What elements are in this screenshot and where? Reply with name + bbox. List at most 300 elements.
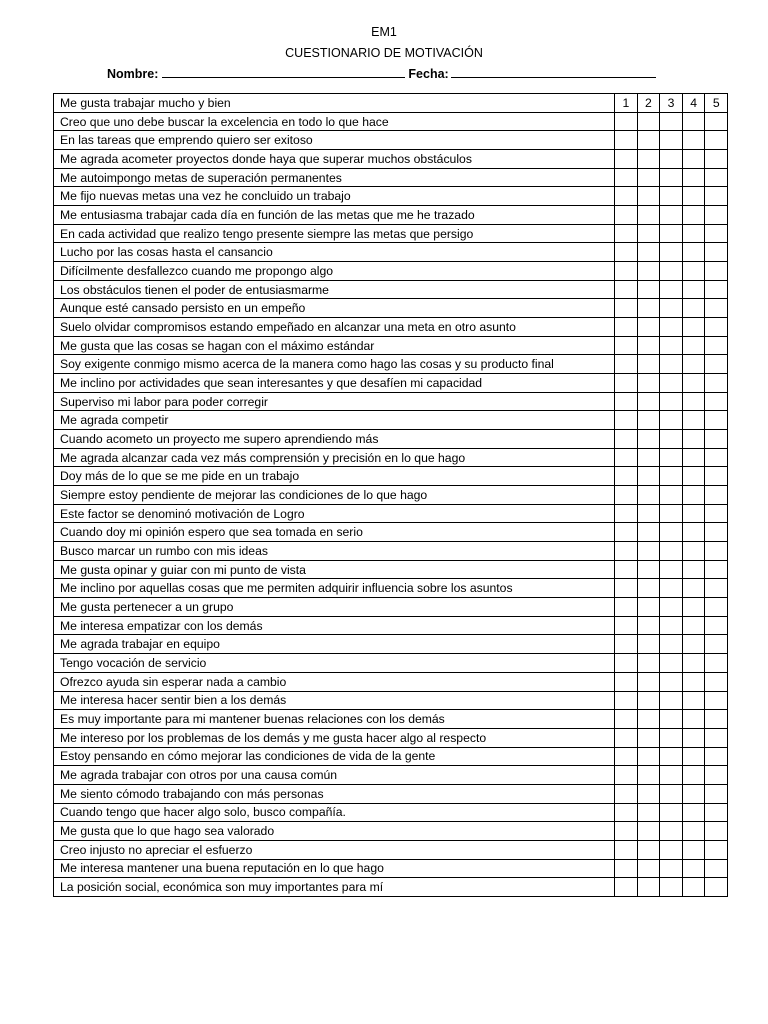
question-row bbox=[54, 131, 728, 150]
rating-cell-5[interactable] bbox=[705, 336, 728, 355]
question-row bbox=[54, 672, 728, 691]
rating-cell-4[interactable] bbox=[682, 691, 705, 710]
rating-cell-2[interactable] bbox=[637, 430, 660, 449]
rating-cell-5[interactable] bbox=[705, 672, 728, 691]
rating-cell-3[interactable] bbox=[660, 318, 683, 337]
rating-cell-2[interactable] bbox=[637, 224, 660, 243]
rating-cell-3[interactable] bbox=[660, 747, 683, 766]
rating-cell-2[interactable] bbox=[637, 392, 660, 411]
scale-header-4: 4 bbox=[682, 94, 705, 113]
rating-cell-2[interactable] bbox=[637, 710, 660, 729]
rating-cell-2[interactable] bbox=[637, 672, 660, 691]
rating-cell-5[interactable] bbox=[705, 318, 728, 337]
rating-cell-3[interactable] bbox=[660, 560, 683, 579]
rating-cell-5[interactable] bbox=[705, 822, 728, 841]
rating-cell-2[interactable] bbox=[637, 840, 660, 859]
rating-cell-3[interactable] bbox=[660, 822, 683, 841]
rating-cell-3[interactable] bbox=[660, 224, 683, 243]
rating-cell-1[interactable] bbox=[615, 598, 638, 617]
question-row bbox=[54, 710, 728, 729]
rating-cell-2[interactable] bbox=[637, 579, 660, 598]
rating-cell-2[interactable] bbox=[637, 691, 660, 710]
rating-cell-3[interactable] bbox=[660, 448, 683, 467]
rating-cell-5[interactable] bbox=[705, 280, 728, 299]
rating-cell-2[interactable] bbox=[637, 318, 660, 337]
rating-cell-2[interactable] bbox=[637, 784, 660, 803]
rating-cell-4[interactable] bbox=[682, 355, 705, 374]
rating-cell-4[interactable] bbox=[682, 262, 705, 281]
rating-cell-1[interactable] bbox=[615, 280, 638, 299]
question-row bbox=[54, 654, 728, 673]
question-row bbox=[54, 859, 728, 878]
question-text: Difícilmente desfallezco cuando me propongo algo bbox=[54, 262, 615, 281]
rating-cell-5[interactable] bbox=[705, 747, 728, 766]
rating-cell-5[interactable] bbox=[705, 728, 728, 747]
rating-cell-1[interactable] bbox=[615, 150, 638, 169]
question-text: Me entusiasma trabajar cada día en función de las metas que me he trazado bbox=[54, 206, 615, 225]
rating-cell-3[interactable] bbox=[660, 411, 683, 430]
rating-cell-2[interactable] bbox=[637, 168, 660, 187]
rating-cell-2[interactable] bbox=[637, 598, 660, 617]
rating-cell-5[interactable] bbox=[705, 355, 728, 374]
rating-cell-3[interactable] bbox=[660, 299, 683, 318]
question-row bbox=[54, 280, 728, 299]
rating-cell-4[interactable] bbox=[682, 112, 705, 131]
rating-cell-1[interactable] bbox=[615, 224, 638, 243]
question-text: Me agrada trabajar en equipo bbox=[54, 635, 615, 654]
question-text: Me agrada competir bbox=[54, 411, 615, 430]
rating-cell-3[interactable] bbox=[660, 859, 683, 878]
question-row bbox=[54, 840, 728, 859]
question-row bbox=[54, 784, 728, 803]
question-row bbox=[54, 691, 728, 710]
rating-cell-1[interactable] bbox=[615, 654, 638, 673]
question-row bbox=[54, 374, 728, 393]
rating-cell-4[interactable] bbox=[682, 299, 705, 318]
rating-cell-1[interactable] bbox=[615, 691, 638, 710]
rating-cell-3[interactable] bbox=[660, 168, 683, 187]
rating-cell-2[interactable] bbox=[637, 523, 660, 542]
rating-cell-2[interactable] bbox=[637, 467, 660, 486]
rating-cell-1[interactable] bbox=[615, 299, 638, 318]
date-field[interactable] bbox=[451, 64, 656, 78]
rating-cell-3[interactable] bbox=[660, 336, 683, 355]
question-text: Estoy pensando en cómo mejorar las condiciones de vida de la gente bbox=[54, 747, 615, 766]
rating-cell-2[interactable] bbox=[637, 878, 660, 897]
rating-cell-3[interactable] bbox=[660, 430, 683, 449]
rating-cell-4[interactable] bbox=[682, 840, 705, 859]
rating-cell-4[interactable] bbox=[682, 560, 705, 579]
rating-cell-2[interactable] bbox=[637, 635, 660, 654]
question-row bbox=[54, 448, 728, 467]
rating-cell-4[interactable] bbox=[682, 206, 705, 225]
question-row bbox=[54, 504, 728, 523]
rating-cell-5[interactable] bbox=[705, 710, 728, 729]
rating-cell-3[interactable] bbox=[660, 616, 683, 635]
rating-cell-4[interactable] bbox=[682, 168, 705, 187]
rating-cell-2[interactable] bbox=[637, 747, 660, 766]
rating-cell-5[interactable] bbox=[705, 112, 728, 131]
rating-cell-1[interactable] bbox=[615, 411, 638, 430]
question-row bbox=[54, 467, 728, 486]
rating-cell-4[interactable] bbox=[682, 131, 705, 150]
rating-cell-1[interactable] bbox=[615, 766, 638, 785]
question-row bbox=[54, 411, 728, 430]
rating-cell-4[interactable] bbox=[682, 579, 705, 598]
rating-cell-2[interactable] bbox=[637, 206, 660, 225]
rating-cell-2[interactable] bbox=[637, 187, 660, 206]
rating-cell-2[interactable] bbox=[637, 654, 660, 673]
rating-cell-3[interactable] bbox=[660, 504, 683, 523]
rating-cell-3[interactable] bbox=[660, 374, 683, 393]
rating-cell-3[interactable] bbox=[660, 784, 683, 803]
rating-cell-2[interactable] bbox=[637, 374, 660, 393]
question-text: Me interesa empatizar con los demás bbox=[54, 616, 615, 635]
rating-cell-4[interactable] bbox=[682, 243, 705, 262]
question-text: Me interesa hacer sentir bien a los demás bbox=[54, 691, 615, 710]
rating-cell-3[interactable] bbox=[660, 523, 683, 542]
rating-cell-1[interactable] bbox=[615, 542, 638, 561]
form-title: CUESTIONARIO DE MOTIVACIÓN bbox=[285, 46, 483, 60]
rating-cell-2[interactable] bbox=[637, 131, 660, 150]
rating-cell-2[interactable] bbox=[637, 448, 660, 467]
rating-cell-5[interactable] bbox=[705, 878, 728, 897]
name-field[interactable] bbox=[162, 64, 405, 78]
rating-cell-5[interactable] bbox=[705, 131, 728, 150]
question-text: Me inclino por actividades que sean interesantes y que desafíen mi capacidad bbox=[54, 374, 615, 393]
rating-cell-4[interactable] bbox=[682, 616, 705, 635]
rating-cell-1[interactable] bbox=[615, 747, 638, 766]
rating-cell-1[interactable] bbox=[615, 392, 638, 411]
question-row bbox=[54, 616, 728, 635]
rating-cell-5[interactable] bbox=[705, 392, 728, 411]
question-row bbox=[54, 187, 728, 206]
rating-cell-3[interactable] bbox=[660, 187, 683, 206]
question-row bbox=[54, 168, 728, 187]
rating-cell-5[interactable] bbox=[705, 486, 728, 505]
question-text: Me gusta que lo que hago sea valorado bbox=[54, 822, 615, 841]
rating-cell-3[interactable] bbox=[660, 691, 683, 710]
rating-cell-4[interactable] bbox=[682, 803, 705, 822]
name-label: Nombre: bbox=[107, 67, 159, 81]
question-text: Me intereso por los problemas de los demás y me gusta hacer algo al respecto bbox=[54, 728, 615, 747]
question-text: Me agrada trabajar con otros por una causa común bbox=[54, 766, 615, 785]
question-row bbox=[54, 560, 728, 579]
rating-cell-2[interactable] bbox=[637, 243, 660, 262]
rating-cell-4[interactable] bbox=[682, 411, 705, 430]
rating-cell-2[interactable] bbox=[637, 112, 660, 131]
rating-cell-2[interactable] bbox=[637, 560, 660, 579]
rating-cell-5[interactable] bbox=[705, 598, 728, 617]
rating-cell-1[interactable] bbox=[615, 430, 638, 449]
rating-cell-4[interactable] bbox=[682, 635, 705, 654]
question-text: Me gusta trabajar mucho y bien bbox=[54, 94, 615, 113]
question-row bbox=[54, 766, 728, 785]
question-row bbox=[54, 112, 728, 131]
rating-cell-2[interactable] bbox=[637, 336, 660, 355]
rating-cell-1[interactable] bbox=[615, 728, 638, 747]
question-text: Me interesa mantener una buena reputación en lo que hago bbox=[54, 859, 615, 878]
rating-cell-4[interactable] bbox=[682, 448, 705, 467]
rating-cell-4[interactable] bbox=[682, 430, 705, 449]
question-text: Creo que uno debe buscar la excelencia en todo lo que hace bbox=[54, 112, 615, 131]
question-text: Lucho por las cosas hasta el cansancio bbox=[54, 243, 615, 262]
rating-cell-3[interactable] bbox=[660, 672, 683, 691]
rating-cell-4[interactable] bbox=[682, 318, 705, 337]
rating-cell-4[interactable] bbox=[682, 374, 705, 393]
question-text: Me agrada alcanzar cada vez más comprensión y precisión en lo que hago bbox=[54, 448, 615, 467]
header-fields bbox=[107, 64, 656, 81]
rating-cell-3[interactable] bbox=[660, 112, 683, 131]
question-row bbox=[54, 747, 728, 766]
rating-cell-4[interactable] bbox=[682, 224, 705, 243]
rating-cell-1[interactable] bbox=[615, 355, 638, 374]
rating-cell-1[interactable] bbox=[615, 262, 638, 281]
questionnaire-table bbox=[53, 93, 728, 897]
rating-cell-5[interactable] bbox=[705, 187, 728, 206]
rating-cell-1[interactable] bbox=[615, 672, 638, 691]
rating-cell-1[interactable] bbox=[615, 448, 638, 467]
question-row bbox=[54, 243, 728, 262]
rating-cell-2[interactable] bbox=[637, 822, 660, 841]
rating-cell-2[interactable] bbox=[637, 355, 660, 374]
rating-cell-4[interactable] bbox=[682, 187, 705, 206]
question-text: Soy exigente conmigo mismo acerca de la manera como hago las cosas y su producto final bbox=[54, 355, 615, 374]
rating-cell-4[interactable] bbox=[682, 523, 705, 542]
rating-cell-3[interactable] bbox=[660, 355, 683, 374]
question-text: Me gusta opinar y guiar con mi punto de vista bbox=[54, 560, 615, 579]
rating-cell-3[interactable] bbox=[660, 392, 683, 411]
rating-cell-1[interactable] bbox=[615, 635, 638, 654]
rating-cell-4[interactable] bbox=[682, 150, 705, 169]
rating-cell-4[interactable] bbox=[682, 392, 705, 411]
rating-cell-2[interactable] bbox=[637, 766, 660, 785]
question-row bbox=[54, 392, 728, 411]
rating-cell-1[interactable] bbox=[615, 486, 638, 505]
question-row bbox=[54, 336, 728, 355]
question-text: Cuando acometo un proyecto me supero aprendiendo más bbox=[54, 430, 615, 449]
rating-cell-5[interactable] bbox=[705, 766, 728, 785]
question-row bbox=[54, 523, 728, 542]
rating-cell-5[interactable] bbox=[705, 411, 728, 430]
rating-cell-1[interactable] bbox=[615, 467, 638, 486]
rating-cell-3[interactable] bbox=[660, 654, 683, 673]
rating-cell-4[interactable] bbox=[682, 747, 705, 766]
question-row bbox=[54, 299, 728, 318]
rating-cell-1[interactable] bbox=[615, 131, 638, 150]
rating-cell-4[interactable] bbox=[682, 542, 705, 561]
rating-cell-3[interactable] bbox=[660, 728, 683, 747]
question-row bbox=[54, 635, 728, 654]
scale-header-1: 1 bbox=[615, 94, 638, 113]
rating-cell-4[interactable] bbox=[682, 728, 705, 747]
rating-cell-3[interactable] bbox=[660, 710, 683, 729]
rating-cell-1[interactable] bbox=[615, 579, 638, 598]
rating-cell-4[interactable] bbox=[682, 598, 705, 617]
question-row bbox=[54, 430, 728, 449]
rating-cell-2[interactable] bbox=[637, 859, 660, 878]
rating-cell-3[interactable] bbox=[660, 280, 683, 299]
question-text: Busco marcar un rumbo con mis ideas bbox=[54, 542, 615, 561]
question-row bbox=[54, 94, 728, 113]
question-row bbox=[54, 728, 728, 747]
rating-cell-5[interactable] bbox=[705, 523, 728, 542]
question-text: Este factor se denominó motivación de Logro bbox=[54, 504, 615, 523]
rating-cell-3[interactable] bbox=[660, 579, 683, 598]
rating-cell-1[interactable] bbox=[615, 112, 638, 131]
rating-cell-4[interactable] bbox=[682, 766, 705, 785]
question-text: Superviso mi labor para poder corregir bbox=[54, 392, 615, 411]
rating-cell-3[interactable] bbox=[660, 243, 683, 262]
rating-cell-2[interactable] bbox=[637, 542, 660, 561]
rating-cell-1[interactable] bbox=[615, 560, 638, 579]
question-row bbox=[54, 206, 728, 225]
rating-cell-5[interactable] bbox=[705, 560, 728, 579]
question-row bbox=[54, 224, 728, 243]
rating-cell-5[interactable] bbox=[705, 430, 728, 449]
rating-cell-5[interactable] bbox=[705, 654, 728, 673]
rating-cell-4[interactable] bbox=[682, 822, 705, 841]
rating-cell-5[interactable] bbox=[705, 504, 728, 523]
rating-cell-3[interactable] bbox=[660, 486, 683, 505]
rating-cell-3[interactable] bbox=[660, 206, 683, 225]
rating-cell-5[interactable] bbox=[705, 448, 728, 467]
rating-cell-5[interactable] bbox=[705, 224, 728, 243]
rating-cell-5[interactable] bbox=[705, 616, 728, 635]
question-text: Me siento cómodo trabajando con más personas bbox=[54, 784, 615, 803]
question-text: Me gusta que las cosas se hagan con el máximo estándar bbox=[54, 336, 615, 355]
rating-cell-2[interactable] bbox=[637, 728, 660, 747]
rating-cell-4[interactable] bbox=[682, 336, 705, 355]
rating-cell-3[interactable] bbox=[660, 803, 683, 822]
question-text: Suelo olvidar compromisos estando empeñado en alcanzar una meta en otro asunto bbox=[54, 318, 615, 337]
rating-cell-5[interactable] bbox=[705, 262, 728, 281]
rating-cell-1[interactable] bbox=[615, 859, 638, 878]
rating-cell-5[interactable] bbox=[705, 168, 728, 187]
question-text: Me fijo nuevas metas una vez he concluido un trabajo bbox=[54, 187, 615, 206]
rating-cell-1[interactable] bbox=[615, 803, 638, 822]
question-text: Aunque esté cansado persisto en un empeño bbox=[54, 299, 615, 318]
rating-cell-5[interactable] bbox=[705, 467, 728, 486]
rating-cell-5[interactable] bbox=[705, 691, 728, 710]
rating-cell-2[interactable] bbox=[637, 262, 660, 281]
rating-cell-3[interactable] bbox=[660, 598, 683, 617]
rating-cell-3[interactable] bbox=[660, 262, 683, 281]
rating-cell-4[interactable] bbox=[682, 784, 705, 803]
rating-cell-2[interactable] bbox=[637, 150, 660, 169]
rating-cell-4[interactable] bbox=[682, 859, 705, 878]
rating-cell-4[interactable] bbox=[682, 280, 705, 299]
question-text: En las tareas que emprendo quiero ser exitoso bbox=[54, 131, 615, 150]
rating-cell-3[interactable] bbox=[660, 150, 683, 169]
question-text: Siempre estoy pendiente de mejorar las condiciones de lo que hago bbox=[54, 486, 615, 505]
rating-cell-5[interactable] bbox=[705, 243, 728, 262]
rating-cell-4[interactable] bbox=[682, 710, 705, 729]
rating-cell-1[interactable] bbox=[615, 822, 638, 841]
rating-cell-5[interactable] bbox=[705, 374, 728, 393]
rating-cell-5[interactable] bbox=[705, 299, 728, 318]
rating-cell-1[interactable] bbox=[615, 784, 638, 803]
rating-cell-1[interactable] bbox=[615, 878, 638, 897]
question-row bbox=[54, 822, 728, 841]
rating-cell-1[interactable] bbox=[615, 168, 638, 187]
rating-cell-5[interactable] bbox=[705, 784, 728, 803]
rating-cell-2[interactable] bbox=[637, 803, 660, 822]
rating-cell-1[interactable] bbox=[615, 206, 638, 225]
question-row bbox=[54, 878, 728, 897]
question-text: Es muy importante para mi mantener buenas relaciones con los demás bbox=[54, 710, 615, 729]
rating-cell-4[interactable] bbox=[682, 672, 705, 691]
rating-cell-1[interactable] bbox=[615, 374, 638, 393]
rating-cell-1[interactable] bbox=[615, 504, 638, 523]
date-label: Fecha: bbox=[408, 67, 449, 81]
rating-cell-2[interactable] bbox=[637, 504, 660, 523]
rating-cell-4[interactable] bbox=[682, 504, 705, 523]
question-text: Creo injusto no apreciar el esfuerzo bbox=[54, 840, 615, 859]
rating-cell-3[interactable] bbox=[660, 840, 683, 859]
rating-cell-1[interactable] bbox=[615, 710, 638, 729]
rating-cell-1[interactable] bbox=[615, 243, 638, 262]
rating-cell-2[interactable] bbox=[637, 486, 660, 505]
rating-cell-4[interactable] bbox=[682, 878, 705, 897]
rating-cell-1[interactable] bbox=[615, 840, 638, 859]
rating-cell-3[interactable] bbox=[660, 878, 683, 897]
rating-cell-5[interactable] bbox=[705, 206, 728, 225]
rating-cell-2[interactable] bbox=[637, 280, 660, 299]
scale-header-3: 3 bbox=[660, 94, 683, 113]
question-row bbox=[54, 150, 728, 169]
question-row bbox=[54, 318, 728, 337]
rating-cell-3[interactable] bbox=[660, 542, 683, 561]
question-text: Me inclino por aquellas cosas que me permiten adquirir influencia sobre los asuntos bbox=[54, 579, 615, 598]
rating-cell-1[interactable] bbox=[615, 616, 638, 635]
rating-cell-1[interactable] bbox=[615, 318, 638, 337]
question-text: La posición social, económica son muy importantes para mí bbox=[54, 878, 615, 897]
rating-cell-5[interactable] bbox=[705, 579, 728, 598]
rating-cell-5[interactable] bbox=[705, 840, 728, 859]
scale-header-5: 5 bbox=[705, 94, 728, 113]
question-row bbox=[54, 598, 728, 617]
question-row bbox=[54, 486, 728, 505]
rating-cell-3[interactable] bbox=[660, 766, 683, 785]
question-text: Me agrada acometer proyectos donde haya que superar muchos obstáculos bbox=[54, 150, 615, 169]
question-text: Cuando tengo que hacer algo solo, busco compañía. bbox=[54, 803, 615, 822]
rating-cell-2[interactable] bbox=[637, 616, 660, 635]
rating-cell-5[interactable] bbox=[705, 542, 728, 561]
scale-header-2: 2 bbox=[637, 94, 660, 113]
rating-cell-4[interactable] bbox=[682, 486, 705, 505]
rating-cell-4[interactable] bbox=[682, 467, 705, 486]
rating-cell-5[interactable] bbox=[705, 150, 728, 169]
question-text: Los obstáculos tienen el poder de entusiasmarme bbox=[54, 280, 615, 299]
rating-cell-4[interactable] bbox=[682, 654, 705, 673]
question-text: Cuando doy mi opinión espero que sea tomada en serio bbox=[54, 523, 615, 542]
rating-cell-3[interactable] bbox=[660, 131, 683, 150]
rating-cell-2[interactable] bbox=[637, 299, 660, 318]
rating-cell-3[interactable] bbox=[660, 635, 683, 654]
rating-cell-5[interactable] bbox=[705, 803, 728, 822]
rating-cell-1[interactable] bbox=[615, 336, 638, 355]
rating-cell-5[interactable] bbox=[705, 859, 728, 878]
rating-cell-1[interactable] bbox=[615, 187, 638, 206]
rating-cell-1[interactable] bbox=[615, 523, 638, 542]
rating-cell-5[interactable] bbox=[705, 635, 728, 654]
rating-cell-3[interactable] bbox=[660, 467, 683, 486]
question-text: Ofrezco ayuda sin esperar nada a cambio bbox=[54, 672, 615, 691]
question-row bbox=[54, 542, 728, 561]
rating-cell-2[interactable] bbox=[637, 411, 660, 430]
question-text: Tengo vocación de servicio bbox=[54, 654, 615, 673]
